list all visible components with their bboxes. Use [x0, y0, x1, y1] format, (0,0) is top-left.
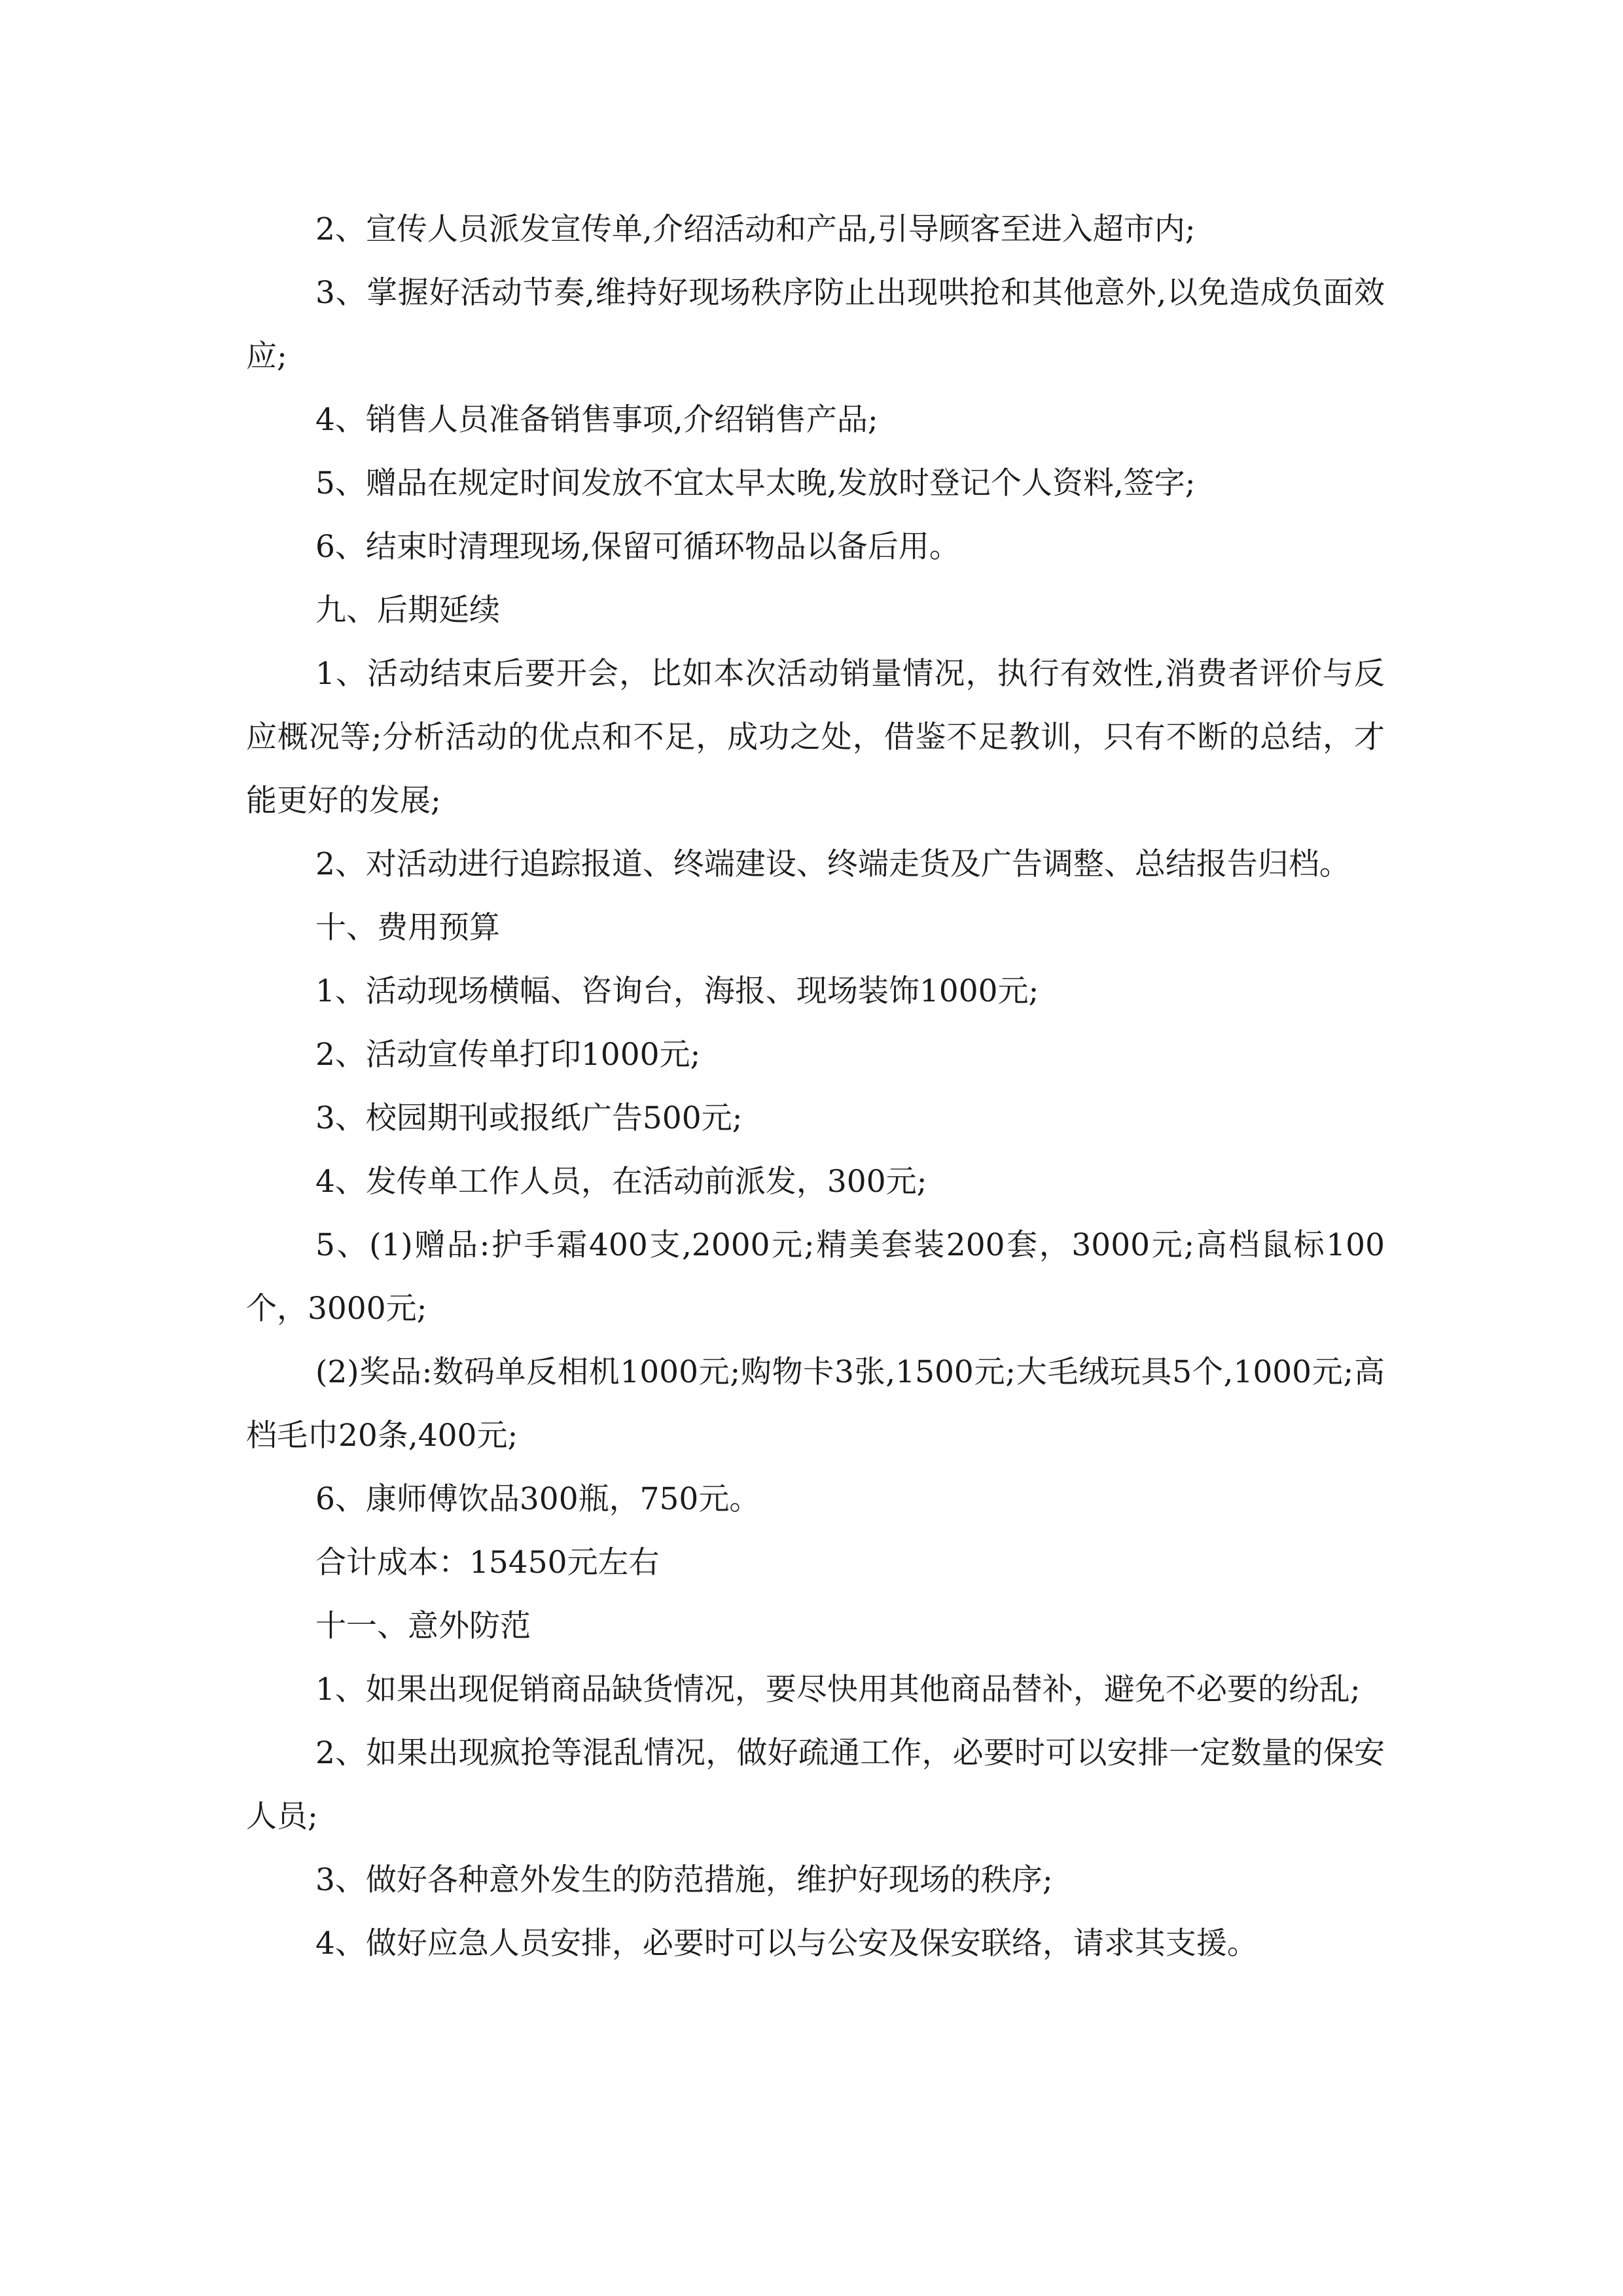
budget-item-flyers: 2、活动宣传单打印1000元;: [315, 1037, 701, 1073]
budget-item-gifts: 5、(1)赠品:护手霜400支,2000元;精美套装200套，3000元;高档鼠标100个，3000元;: [246, 1227, 1385, 1327]
budget-item-ads: 3、校园期刊或报纸广告500元;: [315, 1100, 743, 1136]
budget-item-prizes: (2)奖品:数码单反相机1000元;购物卡3张,1500元;大毛绒玩具5个,1000元;高档毛巾20条,400元;: [246, 1354, 1385, 1454]
paragraph-promo-staff: 2、宣传人员派发宣传单,介绍活动和产品,引导顾客至进入超市内;: [315, 211, 1196, 247]
document-body: [246, 198, 1385, 1975]
paragraph-activity-rhythm: 3、掌握好活动节奏,维持好现场秩序防止出现哄抢和其他意外,以免造成负面效应;: [246, 275, 1385, 374]
budget-item-banners: 1、活动现场横幅、咨询台，海报、现场装饰1000元;: [315, 973, 1039, 1009]
section-heading-budget: 十、费用预算: [315, 910, 500, 946]
paragraph-crowd-control: 2、如果出现疯抢等混乱情况，做好疏通工作，必要时可以安排一定数量的保安人员;: [246, 1735, 1385, 1835]
section-heading-follow-up: 九、后期延续: [315, 592, 500, 628]
paragraph-prevention-measures: 3、做好各种意外发生的防范措施，维护好现场的秩序;: [315, 1862, 1053, 1898]
paragraph-cleanup: 6、结束时清理现场,保留可循环物品以备后用。: [315, 529, 960, 565]
paragraph-stock-shortage: 1、如果出现促销商品缺货情况，要尽快用其他商品替补，避免不必要的纷乱;: [315, 1672, 1361, 1708]
paragraph-emergency-staff: 4、做好应急人员安排，必要时可以与公安及保安联络，请求其支援。: [315, 1926, 1258, 1962]
budget-item-drinks: 6、康师傅饮品300瓶，750元。: [315, 1481, 760, 1517]
paragraph-review-meeting: 1、活动结束后要开会，比如本次活动销量情况，执行有效性,消费者评价与反应概况等;分析活动的优点和不足，成功之处，借鉴不足教训，只有不断的总结，才能更好的发展;: [246, 656, 1385, 819]
budget-total: 合计成本：15450元左右: [315, 1545, 660, 1581]
section-heading-contingency: 十一、意外防范: [315, 1608, 531, 1644]
paragraph-gift-distribution: 5、赠品在规定时间发放不宜太早太晚,发放时登记个人资料,签字;: [315, 465, 1196, 501]
paragraph-sales-staff: 4、销售人员准备销售事项,介绍销售产品;: [315, 402, 878, 438]
budget-item-flyer-staff: 4、发传单工作人员，在活动前派发，300元;: [315, 1164, 927, 1200]
paragraph-tracking-report: 2、对活动进行追踪报道、终端建设、终端走货及广告调整、总结报告归档。: [315, 846, 1350, 882]
